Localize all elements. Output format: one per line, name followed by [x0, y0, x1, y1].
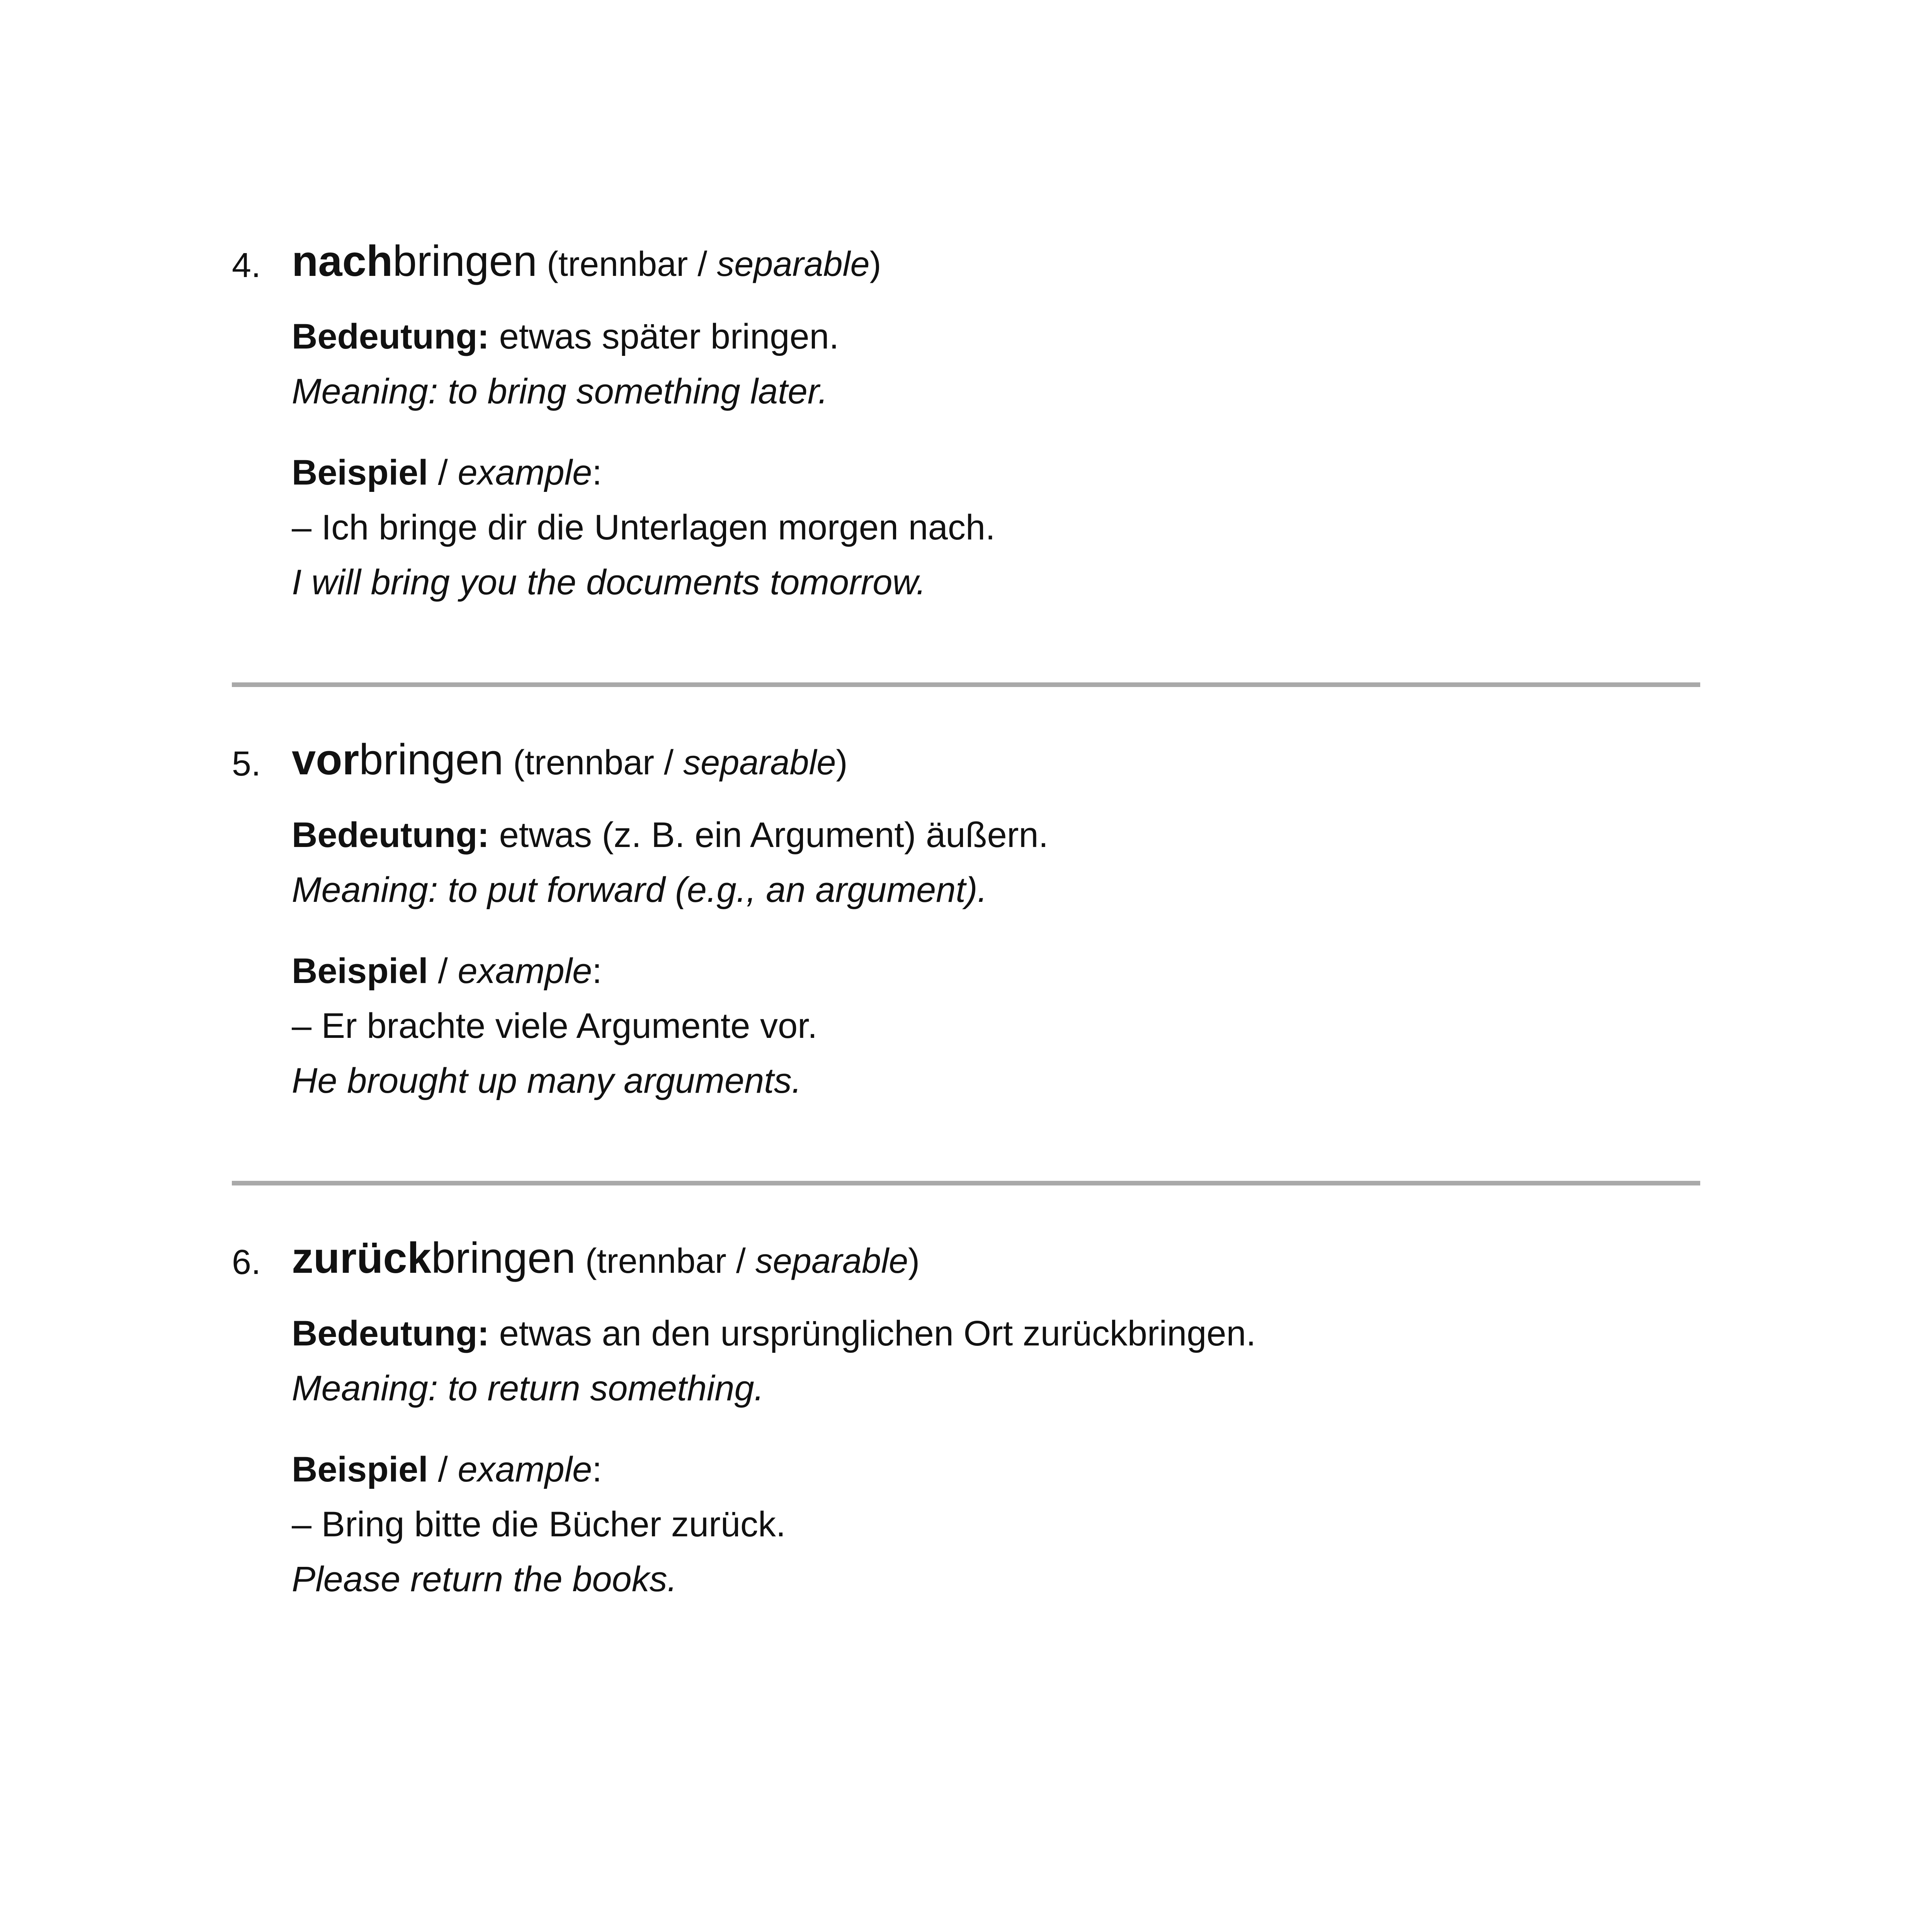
example-label: Beispiel — [292, 951, 428, 991]
grammar-open: (trennbar / — [503, 743, 684, 782]
grammar-english: separable — [717, 245, 870, 284]
example-english: He brought up many arguments. — [292, 1061, 802, 1100]
entry-number: 4. — [232, 246, 261, 285]
entry-heading — [232, 232, 1700, 294]
example-separator: / — [428, 1450, 458, 1489]
meaning-german — [292, 1306, 1644, 1361]
example-heading — [292, 944, 1644, 998]
meaning-english: Meaning: to bring something later. — [292, 372, 828, 411]
verb-prefix: nach — [292, 237, 393, 285]
section-divider — [232, 1181, 1700, 1185]
entry-body — [292, 1306, 1644, 1607]
example-separator: / — [428, 453, 458, 492]
meaning-label: Bedeutung: — [292, 317, 490, 356]
grammar-english: separable — [683, 743, 836, 782]
section-divider — [232, 682, 1700, 687]
example-colon: : — [592, 1450, 602, 1489]
grammar-open: (trennbar / — [537, 245, 717, 284]
verb-entry — [232, 1229, 1700, 1599]
entry-number: 5. — [232, 745, 261, 783]
meaning-text: etwas später bringen. — [489, 317, 839, 356]
meaning-english: Meaning: to put forward (e.g., an argument). — [292, 870, 988, 910]
meaning-german — [292, 808, 1644, 862]
example-separator: / — [428, 951, 458, 991]
entry-body — [292, 808, 1644, 1108]
meaning-german — [292, 309, 1644, 364]
grammar-english: separable — [755, 1242, 908, 1281]
verb-prefix: vor — [292, 735, 359, 784]
verb-stem: bringen — [359, 735, 503, 784]
example-english-label: example — [458, 453, 592, 492]
headword — [292, 735, 848, 784]
grammar-note — [576, 1242, 920, 1281]
example-german: – Bring bitte die Bücher zurück. — [292, 1505, 786, 1544]
grammar-close: ) — [908, 1242, 920, 1281]
meaning-text: etwas an den ursprünglichen Ort zurückbringen. — [489, 1314, 1256, 1353]
headword — [292, 237, 881, 285]
example-english: Please return the books. — [292, 1560, 677, 1599]
example-heading — [292, 1442, 1644, 1497]
verb-stem: bringen — [431, 1234, 576, 1282]
grammar-note — [503, 743, 848, 782]
grammar-close: ) — [869, 245, 881, 284]
example-german: – Ich bringe dir die Unterlagen morgen nach. — [292, 508, 995, 547]
entry-number: 6. — [232, 1243, 261, 1282]
example-english-label: example — [458, 1450, 592, 1489]
meaning-label: Bedeutung: — [292, 815, 490, 855]
example-german: – Er brachte viele Argumente vor. — [292, 1006, 818, 1046]
entry-heading — [232, 730, 1700, 792]
example-colon: : — [592, 951, 602, 991]
example-english: I will bring you the documents tomorrow. — [292, 563, 926, 602]
entry-body — [292, 309, 1644, 610]
verb-stem: bringen — [393, 237, 538, 285]
meaning-english: Meaning: to return something. — [292, 1369, 764, 1408]
verb-entry — [232, 232, 1700, 602]
example-colon: : — [592, 453, 602, 492]
grammar-close: ) — [836, 743, 848, 782]
example-label: Beispiel — [292, 453, 428, 492]
meaning-label: Bedeutung: — [292, 1314, 490, 1353]
headword — [292, 1236, 920, 1280]
entry-heading — [232, 1229, 1700, 1291]
verb-entry — [232, 730, 1700, 1100]
verb-prefix: zurück — [292, 1234, 431, 1282]
example-label: Beispiel — [292, 1450, 428, 1489]
grammar-open: (trennbar / — [575, 1242, 755, 1281]
grammar-note — [537, 245, 881, 284]
meaning-text: etwas (z. B. ein Argument) äußern. — [489, 815, 1049, 855]
example-heading — [292, 445, 1644, 500]
example-english-label: example — [458, 951, 592, 991]
